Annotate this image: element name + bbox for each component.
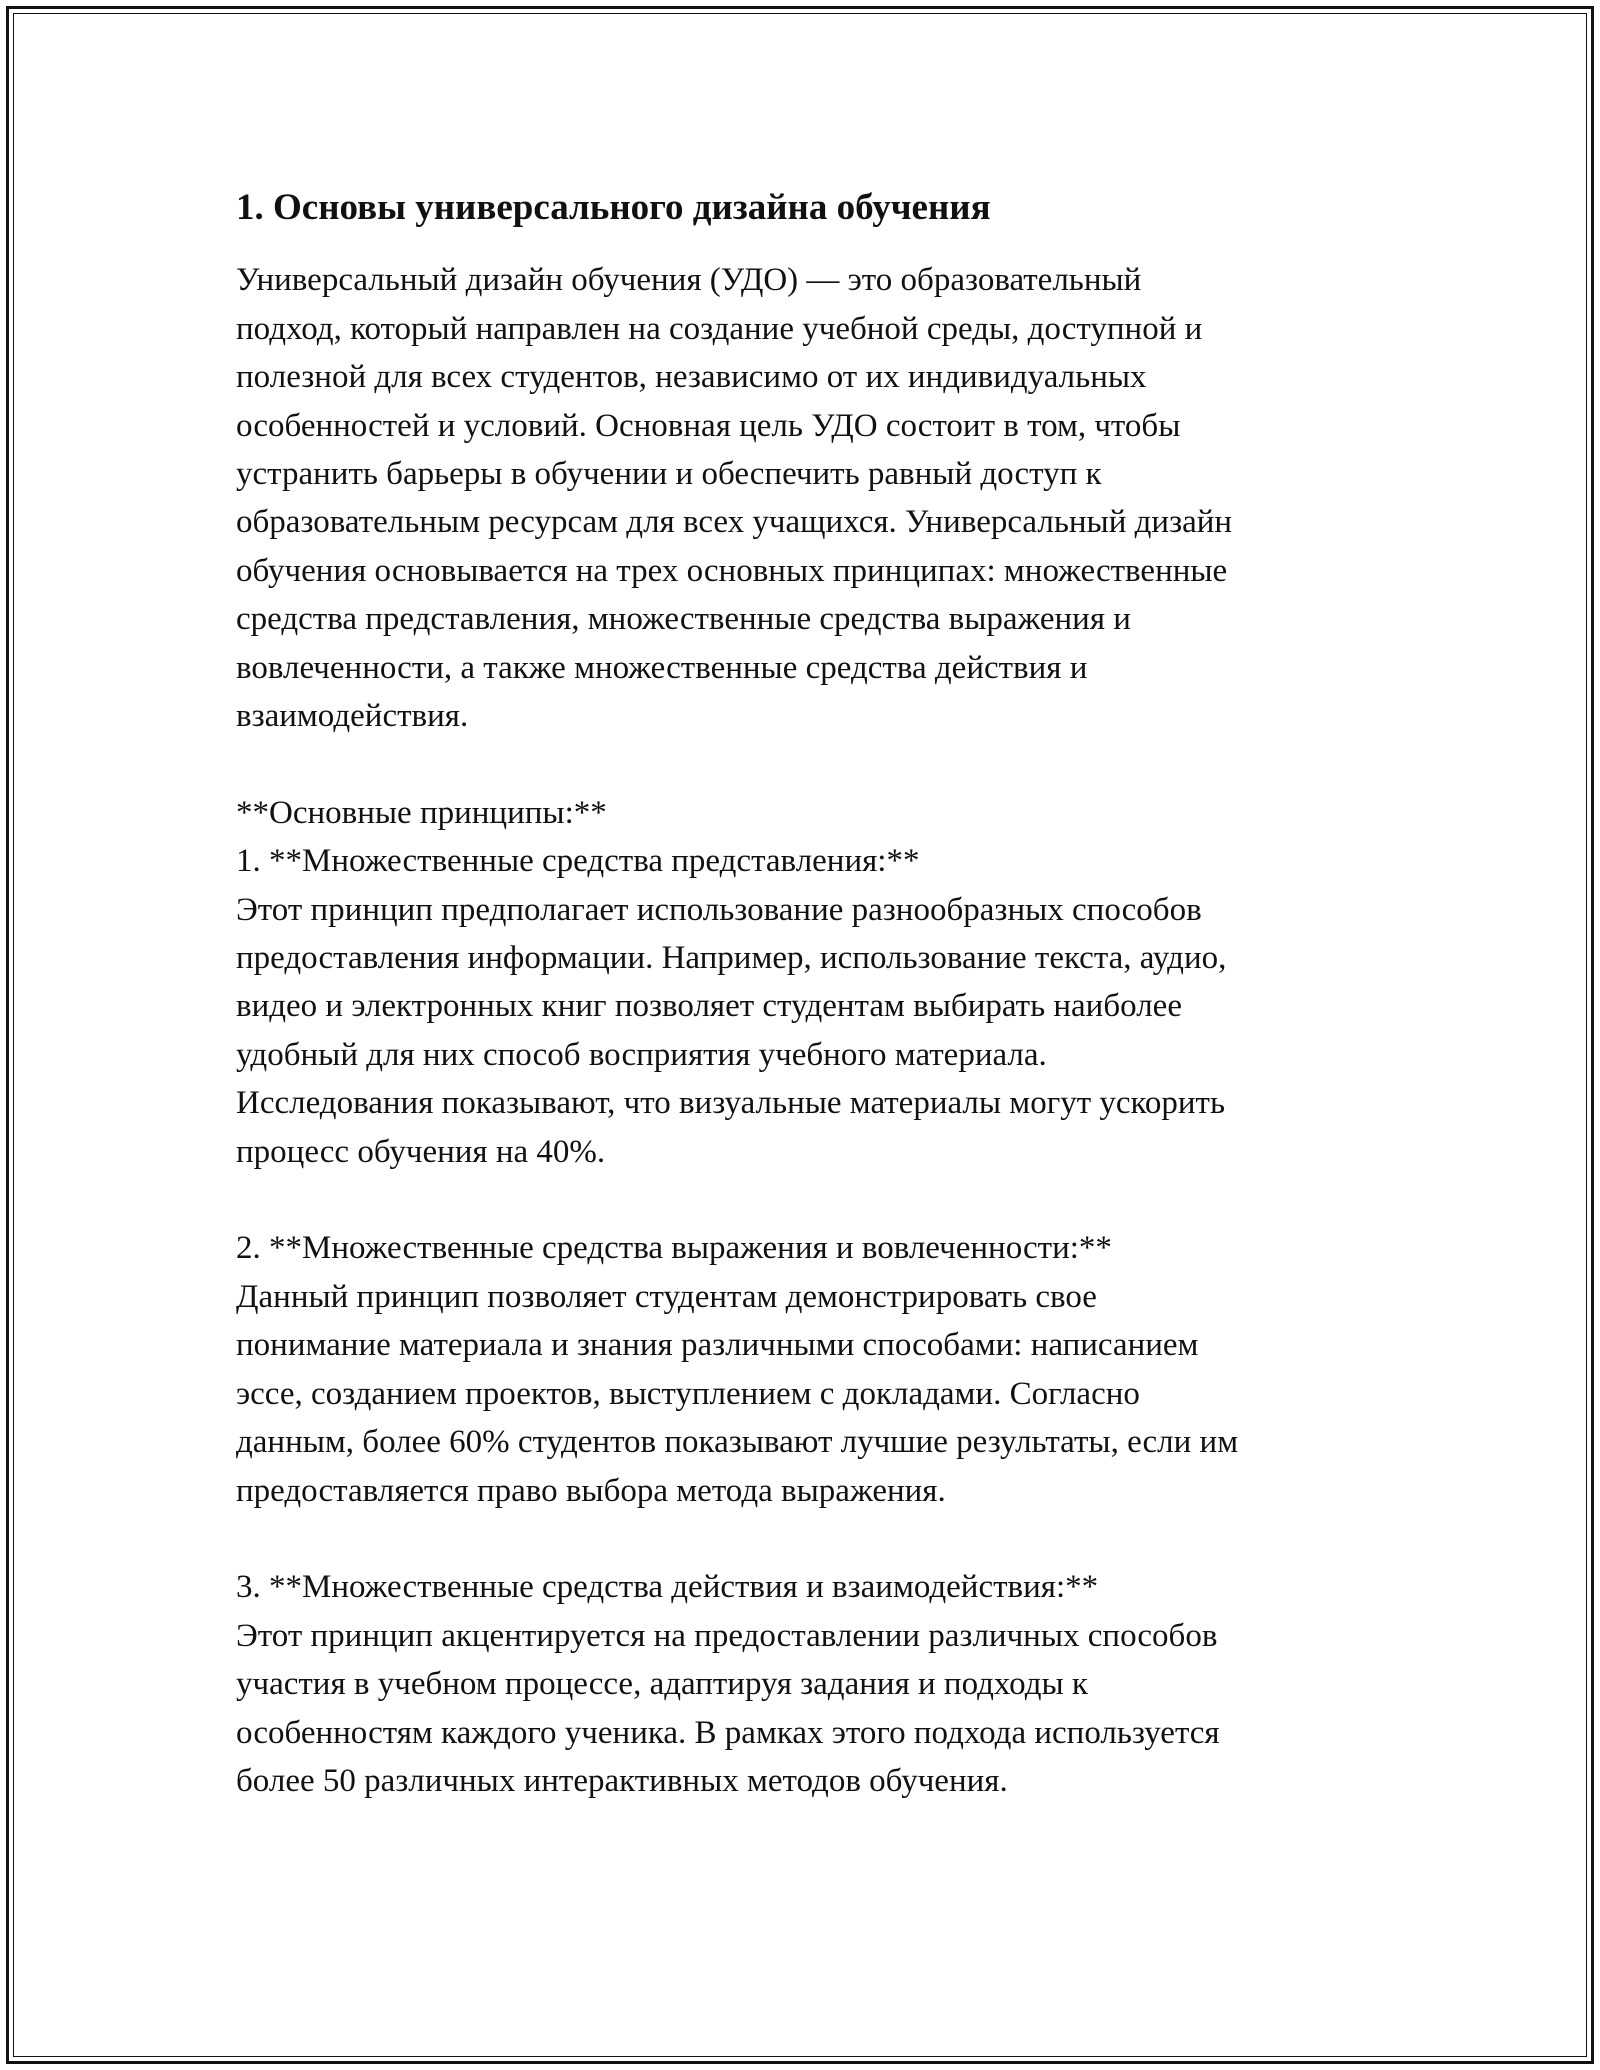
principle-3-body: Этот принцип акцентируется на предоставлении различных способов участия в учебном процессе, адаптируя задания и подходы к особенностям каждого ученика. В рамках этого подхода используется более 50 различных интерактивных методов обучения. [236,1617,1220,1799]
principles-title: **Основные принципы:** [236,794,607,831]
principle-1-body: Этот принцип предполагает использование разнообразных способов предоставления информации. Например, использование текста, аудио, видео и электронных книг позволяет студентам выбирать наиболее удобный для них способ восприятия учебного материала. Исследования показывают, что визуальные материалы могут ускорить процесс обучения на 40%. [236,891,1227,1170]
principle-2-body: Данный принцип позволяет студентам демонстрировать свое понимание материала и знания различными способами: написанием эссе, созданием проектов, выступлением с докладами. Согласно данным, более 60% студентов показывают лучшие результаты, если им предоставляется право выбора метода выражения. [236,1278,1239,1509]
principle-3-title: 3. **Множественные средства действия и взаимодействия:** [236,1569,1099,1606]
section-heading: 1. Основы универсального дизайна обучения [236,187,991,228]
paragraph-gap [236,1515,1366,1563]
intro-paragraph: Универсальный дизайн обучения (УДО) — это образовательный подход, который направлен на создание учебной среды, доступной и полезной для всех студентов, независимо от их индивидуальных особенностей и условий. Основная цель УДО состоит в том, чтобы устранить барьеры в обучении и обеспечить равный доступ к образовательным ресурсам для всех учащихся. Универсальный дизайн обучения основывается на трех основных принципах: множественные средства представления, множественные средства выражения и вовлеченности, а также множественные средства действия и взаимодействия. [236,262,1233,735]
paragraph-gap [236,1176,1366,1224]
paragraph-gap [236,740,1366,788]
principle-2-title: 2. **Множественные средства выражения и вовлеченности:** [236,1230,1112,1267]
principle-1-title: 1. **Множественные средства представления:** [236,843,920,880]
document-body [236,186,1366,1805]
